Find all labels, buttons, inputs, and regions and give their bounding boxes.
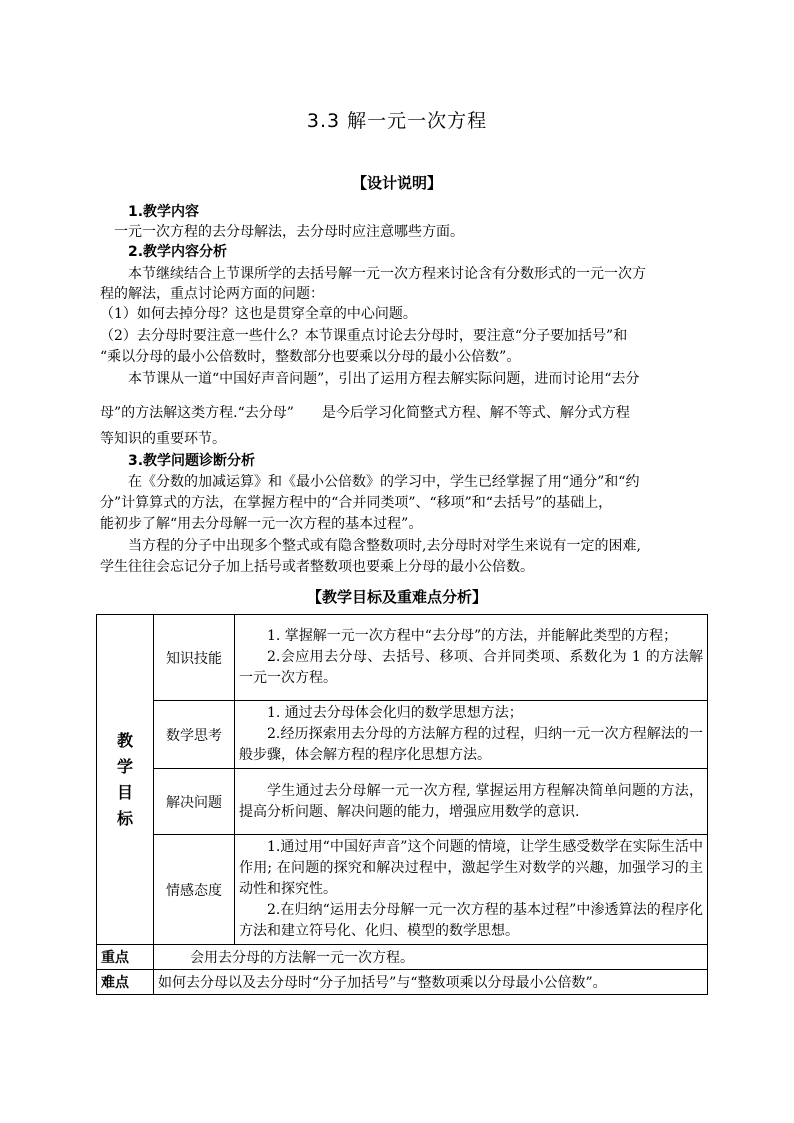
category-cell: 解决问题: [154, 769, 235, 835]
goal-item: 1. 通过去分母体会化归的数学思想方法；: [267, 705, 523, 721]
goals-label-char: 目: [116, 782, 133, 802]
table-row: [97, 835, 708, 945]
section-1-text: 一元一次方程的去分母解法，去分母时应注意哪些方面。: [114, 224, 464, 240]
goal-item: 2.经历探索用去分母的方法解方程的过程，归纳一元一次方程解法的一般步骤，体会解方程的程序化思想方法。: [239, 726, 703, 763]
design-heading: 【设计说明】: [351, 174, 442, 192]
key-point-label: 重点: [97, 945, 154, 970]
section-3-line: 当方程的分子中出现多个整式或有隐含整数项时,去分母时对学生来说有一定的困难,: [128, 538, 641, 554]
section-2-line: 本节课从一道“中国好声音问题”，引出了运用方程去解实际问题，进而讨论用“去分: [128, 371, 640, 387]
category-cell: 情感态度: [154, 835, 235, 945]
section-2-line: （1）如何去掉分母？这也是贯穿全章的中心问题。: [100, 306, 417, 322]
section-2-line: 程的解法，重点讨论两方面的问题：: [100, 286, 324, 302]
goal-item: 1.通过用“中国好声音”这个问题的情境，让学生感受数学在实际生活中作用; 在问题的探究和解决过程中，激起学生对数学的兴趣，加强学习的主动性和探究性。: [239, 839, 703, 897]
table-row: [97, 945, 708, 970]
goals-heading: 【教学目标及重难点分析】: [306, 588, 487, 606]
page-title: 3.3 解一元一次方程: [306, 110, 488, 132]
section-3-line: 分”计算算式的方法，在掌握方程中的“合并同类项”、“移项”和“去括号”的基础上，: [100, 495, 613, 511]
section-2-line: “乘以分母的最小公倍数时，整数部分也要乘以分母的最小公倍数”。: [100, 349, 521, 365]
table-row: [97, 615, 708, 701]
difficulty-text: 如何去分母以及去分母时“分子加括号”与“整数项乘以分母最小公倍数”。: [154, 970, 708, 995]
section-2-line: 母”的方法解这类方程.“去分母” 是今后学习化简整式方程、解不等式、解分式方程: [100, 405, 630, 421]
description-cell: [235, 835, 708, 945]
section-2-line: 等知识的重要环节。: [100, 431, 226, 447]
goal-item: 学生通过去分母解一元一次方程, 掌握运用方程解决简单问题的方法，提高分析问题、解决问题的能力，增强应用数学的意识.: [239, 782, 703, 820]
difficulty-label: 难点: [97, 970, 154, 995]
section-3-line: 学生往往会忘记分子加上括号或者整数项也要乘上分母的最小公倍数。: [100, 559, 534, 575]
section-1-heading: 1.教学内容: [128, 204, 200, 220]
section-2-heading: 2.教学内容分析: [128, 244, 228, 260]
goals-label-cell: [97, 615, 154, 945]
section-2-line: （2）去分母时要注意一些什么？本节课重点讨论去分母时，要注意“分子要加括号”和: [100, 328, 628, 344]
goals-label-char: 教: [116, 730, 133, 750]
goals-label-char: 学: [116, 756, 133, 776]
description-cell: [235, 701, 708, 769]
description-cell: [235, 615, 708, 701]
key-point-text: 会用去分母的方法解一元一次方程。: [154, 945, 708, 970]
teaching-goals-table: [96, 614, 708, 995]
table-row: [97, 769, 708, 835]
description-cell: [235, 769, 708, 835]
category-cell: 数学思考: [154, 701, 235, 769]
section-3-heading: 3.教学问题诊断分析: [128, 453, 256, 469]
section-3-line: 在《分数的加减运算》和《最小公倍数》的学习中，学生已经掌握了用“通分”和“约: [128, 474, 640, 490]
goals-label-char: 标: [116, 808, 133, 828]
section-3-line: 能初步了解“用去分母解一元一次方程的基本过程”。: [100, 516, 423, 532]
table-row: [97, 970, 708, 995]
goal-item: 1. 掌握解一元一次方程中“去分母”的方法，并能解此类型的方程；: [267, 628, 678, 644]
table-row: [97, 701, 708, 769]
goal-item: 2.会应用去分母、去括号、移项、合并同类项、系数化为 1 的方法解一元一次方程。: [239, 649, 703, 686]
goal-item: 2.在归纳“运用去分母解一元一次方程的基本过程”中渗透算法的程序化方法和建立符号化、化归、模型的数学思想。: [239, 902, 703, 939]
category-cell: 知识技能: [154, 615, 235, 701]
section-2-line: 本节继续结合上节课所学的去括号解一元一次方程来讨论含有分数形式的一元一次方: [128, 266, 646, 282]
